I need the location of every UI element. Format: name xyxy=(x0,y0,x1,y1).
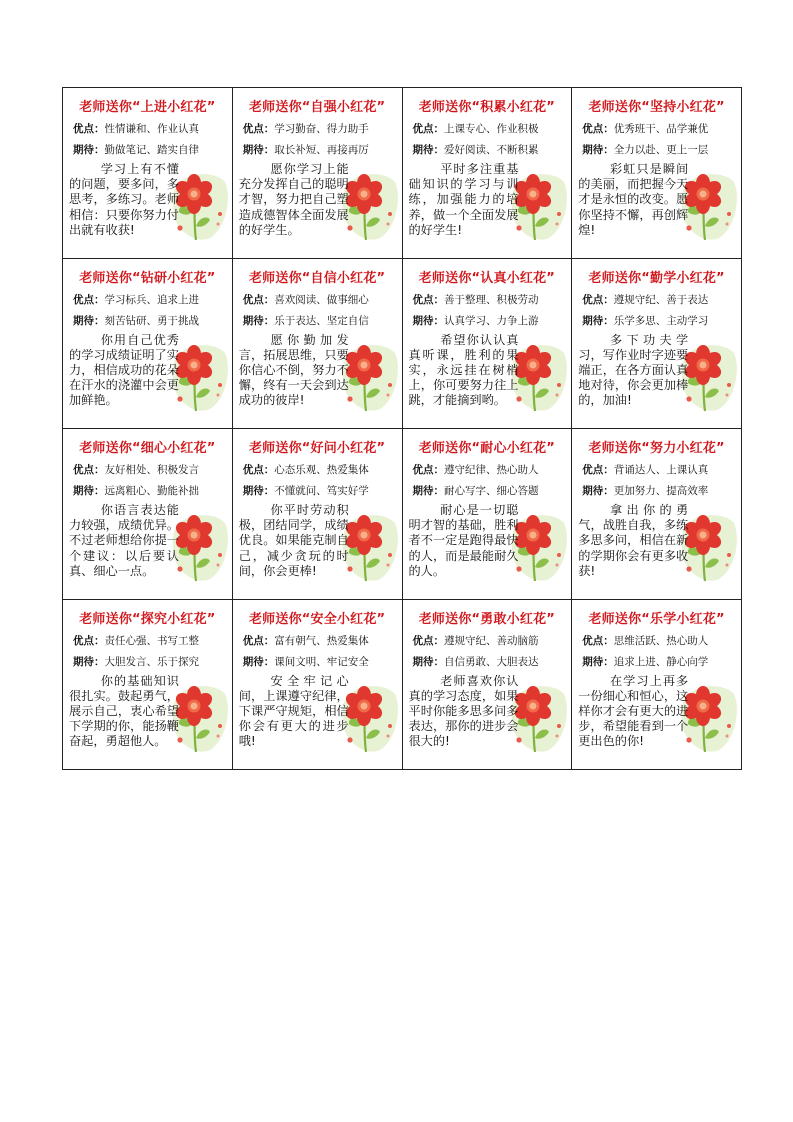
expectation-row xyxy=(73,654,228,669)
expectation-text: 全力以赴、更上一层 xyxy=(613,144,709,156)
award-card xyxy=(233,259,403,430)
card-title: 老师送你“积累小红花” xyxy=(418,100,556,115)
expectation-row xyxy=(243,483,398,498)
advantage-text: 喜欢阅读、做事细心 xyxy=(274,293,369,306)
card-title: 老师送你“钻研小红花” xyxy=(79,270,216,286)
expectation-row xyxy=(413,654,568,669)
expectation-row xyxy=(73,142,228,157)
expectation-text: 爱好阅读、不断积累 xyxy=(444,144,539,156)
expectation-row xyxy=(582,313,737,328)
expectation-row xyxy=(582,483,737,498)
expectation-row xyxy=(582,654,737,669)
expectation-row xyxy=(413,313,568,328)
expectation-label: 期待： xyxy=(73,485,105,497)
card-title: 老师送你“勤学小红花” xyxy=(588,270,725,286)
card-message: 彩虹只是瞬间的美丽，而把握今天才是永恒的改变。愿你坚持不懈，再创辉煌! xyxy=(578,162,689,237)
card-message: 学习上有不懂的问题，要多问，多思考，多练习。老师相信：只要你努力付出就有收获! xyxy=(69,162,179,237)
expectation-text: 勤做笔记、踏实自律 xyxy=(104,144,199,156)
expectation-label: 期待： xyxy=(582,485,614,497)
card-title: 老师送你“上进小红花” xyxy=(79,100,216,115)
expectation-text: 不懂就问、笃实好学 xyxy=(274,485,369,497)
expectation-text: 追求上进、静心向学 xyxy=(613,655,709,668)
card-message: 愿你学习上能充分发挥自己的聪明才智，努力把自己塑造成德智体全面发展的好学生。 xyxy=(238,162,349,237)
advantage-row xyxy=(413,121,568,136)
advantage-text: 富有朝气、热爱集体 xyxy=(274,634,369,647)
card-title: 老师送你“自强小红花” xyxy=(248,100,386,115)
advantage-label: 优点： xyxy=(242,634,275,647)
award-card xyxy=(63,600,233,771)
advantage-text: 责任心强、书写工整 xyxy=(104,634,199,647)
expectation-text: 更加努力、提高效率 xyxy=(613,485,709,497)
card-title: 老师送你“好问小红花” xyxy=(248,441,386,456)
award-card-sheet xyxy=(62,87,742,770)
card-message: 你平时劳动积极，团结同学，成绩优良。如果能克制自己，减少贪玩的时间，你会更棒! xyxy=(238,503,349,578)
card-message: 你的基础知识很扎实。鼓起勇气，展示自己，衷心希望下学期的你，能扬鞭奋起，勇超他人。 xyxy=(69,673,179,749)
card-message: 愿你勤加发言，拓展思维，只要你信心不倒，努力不懈，终有一天会到达成功的彼岸! xyxy=(238,332,349,408)
expectation-label: 期待： xyxy=(242,485,275,497)
card-message: 你用自己优秀的学习成绩证明了实力，相信成功的花朵在汗水的浇灌中会更加鲜艳。 xyxy=(69,332,179,408)
advantage-row xyxy=(413,462,568,477)
expectation-text: 自信勇敢、大胆表达 xyxy=(444,655,539,668)
advantage-text: 友好相处、积极发言 xyxy=(104,464,199,476)
advantage-label: 优点： xyxy=(412,464,444,476)
card-message: 安全牢记心间，上课遵守纪律，下课严守规矩，相信你会有更大的进步哦! xyxy=(238,673,349,749)
expectation-label: 期待： xyxy=(412,144,444,156)
card-message: 平时多注重基础知识的学习与训练，加强能力的培养，做一个全面发展的好学生! xyxy=(408,162,519,237)
expectation-text: 远离粗心、勤能补拙 xyxy=(104,485,199,497)
expectation-label: 期待： xyxy=(242,314,275,327)
expectation-row xyxy=(243,654,398,669)
expectation-row xyxy=(413,142,568,157)
advantage-text: 背诵达人、上课认真 xyxy=(613,464,709,476)
award-card xyxy=(233,600,403,771)
advantage-row xyxy=(243,462,398,477)
expectation-text: 大胆发言、乐于探究 xyxy=(104,655,199,668)
expectation-row xyxy=(73,483,228,498)
award-card xyxy=(403,259,573,430)
advantage-text: 心态乐观、热爱集体 xyxy=(274,464,369,476)
advantage-label: 优点： xyxy=(73,634,105,647)
advantage-row xyxy=(582,292,737,307)
advantage-label: 优点： xyxy=(582,293,614,306)
advantage-text: 学习勤奋、得力助手 xyxy=(274,123,369,135)
expectation-text: 认真学习、力争上游 xyxy=(444,314,539,327)
award-card xyxy=(572,429,742,600)
expectation-row xyxy=(243,142,398,157)
award-card xyxy=(233,429,403,600)
advantage-text: 善于整理、积极劳动 xyxy=(444,293,539,306)
advantage-text: 思维活跃、热心助人 xyxy=(613,634,709,647)
expectation-text: 耐心写字、细心答题 xyxy=(444,485,539,497)
card-message: 耐心是一切聪明才智的基础，胜利者不一定是跑得最快的人，而是最能耐久的人。 xyxy=(408,503,519,578)
expectation-label: 期待： xyxy=(73,655,105,668)
advantage-label: 优点： xyxy=(242,123,275,135)
advantage-row xyxy=(73,633,228,648)
card-title: 老师送你“认真小红花” xyxy=(418,270,556,286)
card-title: 老师送你“安全小红花” xyxy=(248,611,386,627)
award-card xyxy=(233,88,403,259)
award-card xyxy=(572,259,742,430)
expectation-label: 期待： xyxy=(242,655,275,668)
expectation-label: 期待： xyxy=(412,485,444,497)
card-title: 老师送你“耐心小红花” xyxy=(418,441,556,456)
advantage-label: 优点： xyxy=(412,293,444,306)
card-message: 希望你认认真真听课，胜利的果实，永远挂在树梢上，你可要努力往上跳，才能摘到哟。 xyxy=(408,332,519,408)
advantage-label: 优点： xyxy=(412,634,444,647)
advantage-text: 遵规守纪、善于表达 xyxy=(613,293,709,306)
advantage-row xyxy=(73,121,228,136)
card-title: 老师送你“自信小红花” xyxy=(248,270,386,286)
advantage-label: 优点： xyxy=(73,123,105,135)
expectation-label: 期待： xyxy=(73,144,105,156)
expectation-label: 期待： xyxy=(73,314,105,327)
expectation-label: 期待： xyxy=(412,655,444,668)
card-title: 老师送你“乐学小红花” xyxy=(588,611,725,627)
award-card xyxy=(572,88,742,259)
card-message: 拿出你的勇气，战胜自我，多练多思多问，相信在新的学期你会有更多收获! xyxy=(578,503,689,578)
expectation-label: 期待： xyxy=(582,314,614,327)
advantage-text: 遵规守纪、善动脑筋 xyxy=(444,634,539,647)
card-message: 老师喜欢你认真的学习态度，如果平时你能多思多问多表达，那你的进步会很大的! xyxy=(408,673,519,749)
advantage-row xyxy=(73,462,228,477)
advantage-row xyxy=(582,462,737,477)
advantage-label: 优点： xyxy=(582,634,614,647)
card-title: 老师送你“勇敢小红花” xyxy=(418,611,556,627)
card-title: 老师送你“努力小红花” xyxy=(588,441,725,456)
card-title: 老师送你“坚持小红花” xyxy=(588,100,725,115)
advantage-row xyxy=(413,292,568,307)
expectation-row xyxy=(582,142,737,157)
expectation-label: 期待： xyxy=(412,314,444,327)
advantage-label: 优点： xyxy=(582,464,614,476)
advantage-text: 优秀班干、品学兼优 xyxy=(613,123,709,135)
expectation-text: 刻苦钻研、勇于挑战 xyxy=(104,314,199,327)
expectation-label: 期待： xyxy=(582,144,614,156)
expectation-row xyxy=(413,483,568,498)
advantage-text: 上课专心、作业积极 xyxy=(444,123,539,135)
expectation-row xyxy=(243,313,398,328)
advantage-text: 性情谦和、作业认真 xyxy=(104,123,199,135)
advantage-label: 优点： xyxy=(73,464,105,476)
advantage-row xyxy=(73,292,228,307)
advantage-row xyxy=(243,633,398,648)
advantage-label: 优点： xyxy=(242,464,275,476)
card-title: 老师送你“细心小红花” xyxy=(79,441,216,456)
card-message: 你语言表达能力较强，成绩优异。不过老师想给你提一个建议：以后要认真、细心一点。 xyxy=(69,503,179,578)
award-card xyxy=(63,259,233,430)
award-card xyxy=(403,600,573,771)
expectation-text: 乐于表达、坚定自信 xyxy=(274,314,369,327)
advantage-label: 优点： xyxy=(242,293,275,306)
card-title: 老师送你“探究小红花” xyxy=(79,611,216,627)
award-card xyxy=(403,88,573,259)
award-card xyxy=(403,429,573,600)
advantage-row xyxy=(243,292,398,307)
advantage-label: 优点： xyxy=(582,123,614,135)
expectation-text: 乐学多思、主动学习 xyxy=(613,314,709,327)
card-message: 在学习上再多一份细心和恒心，这样你才会有更大的进步，希望能看到一个更出色的你! xyxy=(578,673,689,749)
advantage-text: 遵守纪律、热心助人 xyxy=(444,464,539,476)
advantage-row xyxy=(582,121,737,136)
advantage-label: 优点： xyxy=(73,293,105,306)
award-card xyxy=(63,429,233,600)
advantage-row xyxy=(413,633,568,648)
advantage-row xyxy=(582,633,737,648)
expectation-text: 取长补短、再接再厉 xyxy=(274,144,369,156)
award-card xyxy=(63,88,233,259)
card-message: 多下功夫学习，写作业时字迹要端正，在各方面认真地对待，你会更加棒的，加油! xyxy=(578,332,689,408)
expectation-row xyxy=(73,313,228,328)
advantage-label: 优点： xyxy=(412,123,444,135)
expectation-label: 期待： xyxy=(242,144,275,156)
expectation-text: 课间文明、牢记安全 xyxy=(274,655,369,668)
advantage-text: 学习标兵、追求上进 xyxy=(104,293,199,306)
award-card xyxy=(572,600,742,771)
advantage-row xyxy=(243,121,398,136)
expectation-label: 期待： xyxy=(582,655,614,668)
